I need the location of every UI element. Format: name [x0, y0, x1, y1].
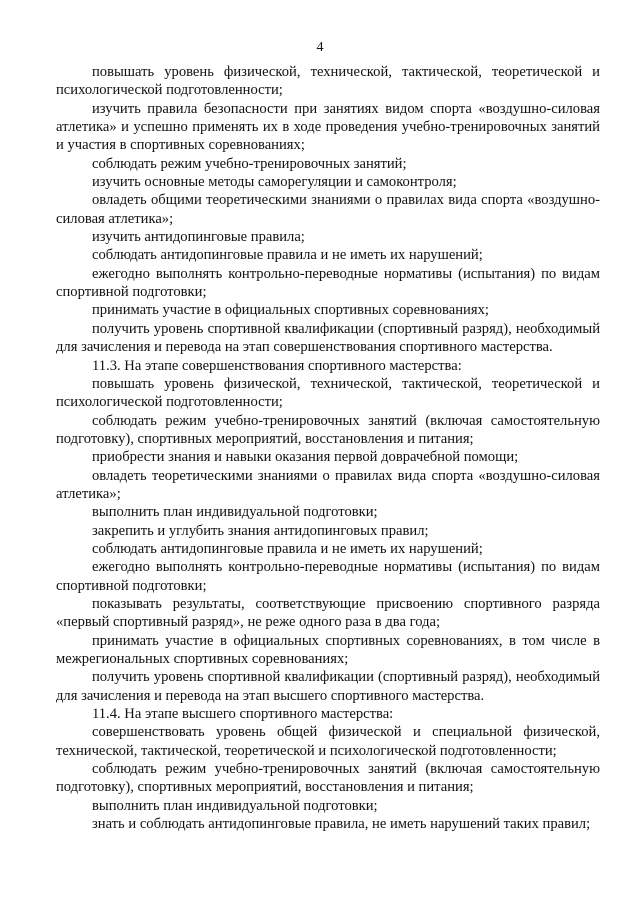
paragraph: ежегодно выполнять контрольно-переводные нормативы (испытания) по видам спортивной подготовки; — [56, 559, 600, 594]
paragraph: получить уровень спортивной квалификации (спортивный разряд), необходимый для зачисления и перевода на этап совершенствования спортивного мастерства. — [56, 320, 600, 356]
page-number: 4 — [316, 40, 324, 55]
paragraph: соблюдать антидопинговые правила и не иметь их нарушений; — [92, 540, 483, 557]
paragraph: соблюдать режим учебно-тренировочных занятий; — [92, 155, 407, 172]
paragraph: повышать уровень физической, технической, тактической, теоретической и психологической подготовленности; — [56, 375, 600, 411]
paragraph: овладеть общими теоретическими знаниями о правилах вида спорта «воздушно-силовая атлетика»; — [56, 192, 600, 227]
paragraph: закрепить и углубить знания антидопинговых правил; — [92, 522, 429, 539]
paragraph: соблюдать режим учебно-тренировочных занятий (включая самостоятельную подготовку), спортивных мероприятий, восстановления и питания; — [56, 412, 600, 447]
paragraph: повышать уровень физической, технической, тактической, теоретической и психологической подготовленности; — [56, 64, 600, 99]
paragraph: получить уровень спортивной квалификации (спортивный разряд), необходимый для зачисления и перевода на этап высшего спортивного мастерства. — [56, 669, 600, 704]
paragraph: показывать результаты, соответствующие присвоению спортивного разряда «первый спортивный разряд», не реже одного раза в два года; — [56, 595, 600, 631]
paragraph: принимать участие в официальных спортивных соревнованиях, в том числе в межрегиональных спортивных соревнованиях; — [56, 632, 600, 667]
paragraph: знать и соблюдать антидопинговые правила, не иметь нарушений таких правил; — [92, 816, 591, 833]
paragraph: соблюдать режим учебно-тренировочных занятий (включая самостоятельную подготовку), спортивных мероприятий, восстановления и питания; — [56, 761, 600, 796]
paragraph: выполнить план индивидуальной подготовки; — [92, 797, 378, 814]
section-heading: 11.3. На этапе совершенствования спортивного мастерства: — [92, 357, 462, 374]
section-heading: 11.4. На этапе высшего спортивного мастерства: — [92, 706, 394, 723]
paragraph: изучить антидопинговые правила; — [92, 229, 305, 246]
paragraph: выполнить план индивидуальной подготовки; — [92, 504, 378, 521]
paragraph: изучить правила безопасности при занятиях видом спорта «воздушно-силовая атлетика» и успешно применять их в ходе проведения учебно-тренировочных занятий и участия в спортивных соревнованиях; — [56, 100, 600, 154]
paragraph: овладеть теоретическими знаниями о правилах вида спорта «воздушно-силовая атлетика»; — [56, 467, 600, 502]
paragraph: принимать участие в официальных спортивных соревнованиях; — [92, 302, 489, 319]
paragraph: изучить основные методы саморегуляции и самоконтроля; — [92, 174, 457, 191]
document-body — [56, 63, 600, 833]
paragraph: ежегодно выполнять контрольно-переводные нормативы (испытания) по видам спортивной подготовки; — [56, 265, 600, 301]
paragraph: соблюдать антидопинговые правила и не иметь их нарушений; — [92, 247, 483, 264]
paragraph: совершенствовать уровень общей физической и специальной физической, технической, тактической, теоретической и психологической подготовленности; — [56, 724, 600, 759]
paragraph: приобрести знания и навыки оказания первой доврачебной помощи; — [92, 449, 519, 466]
